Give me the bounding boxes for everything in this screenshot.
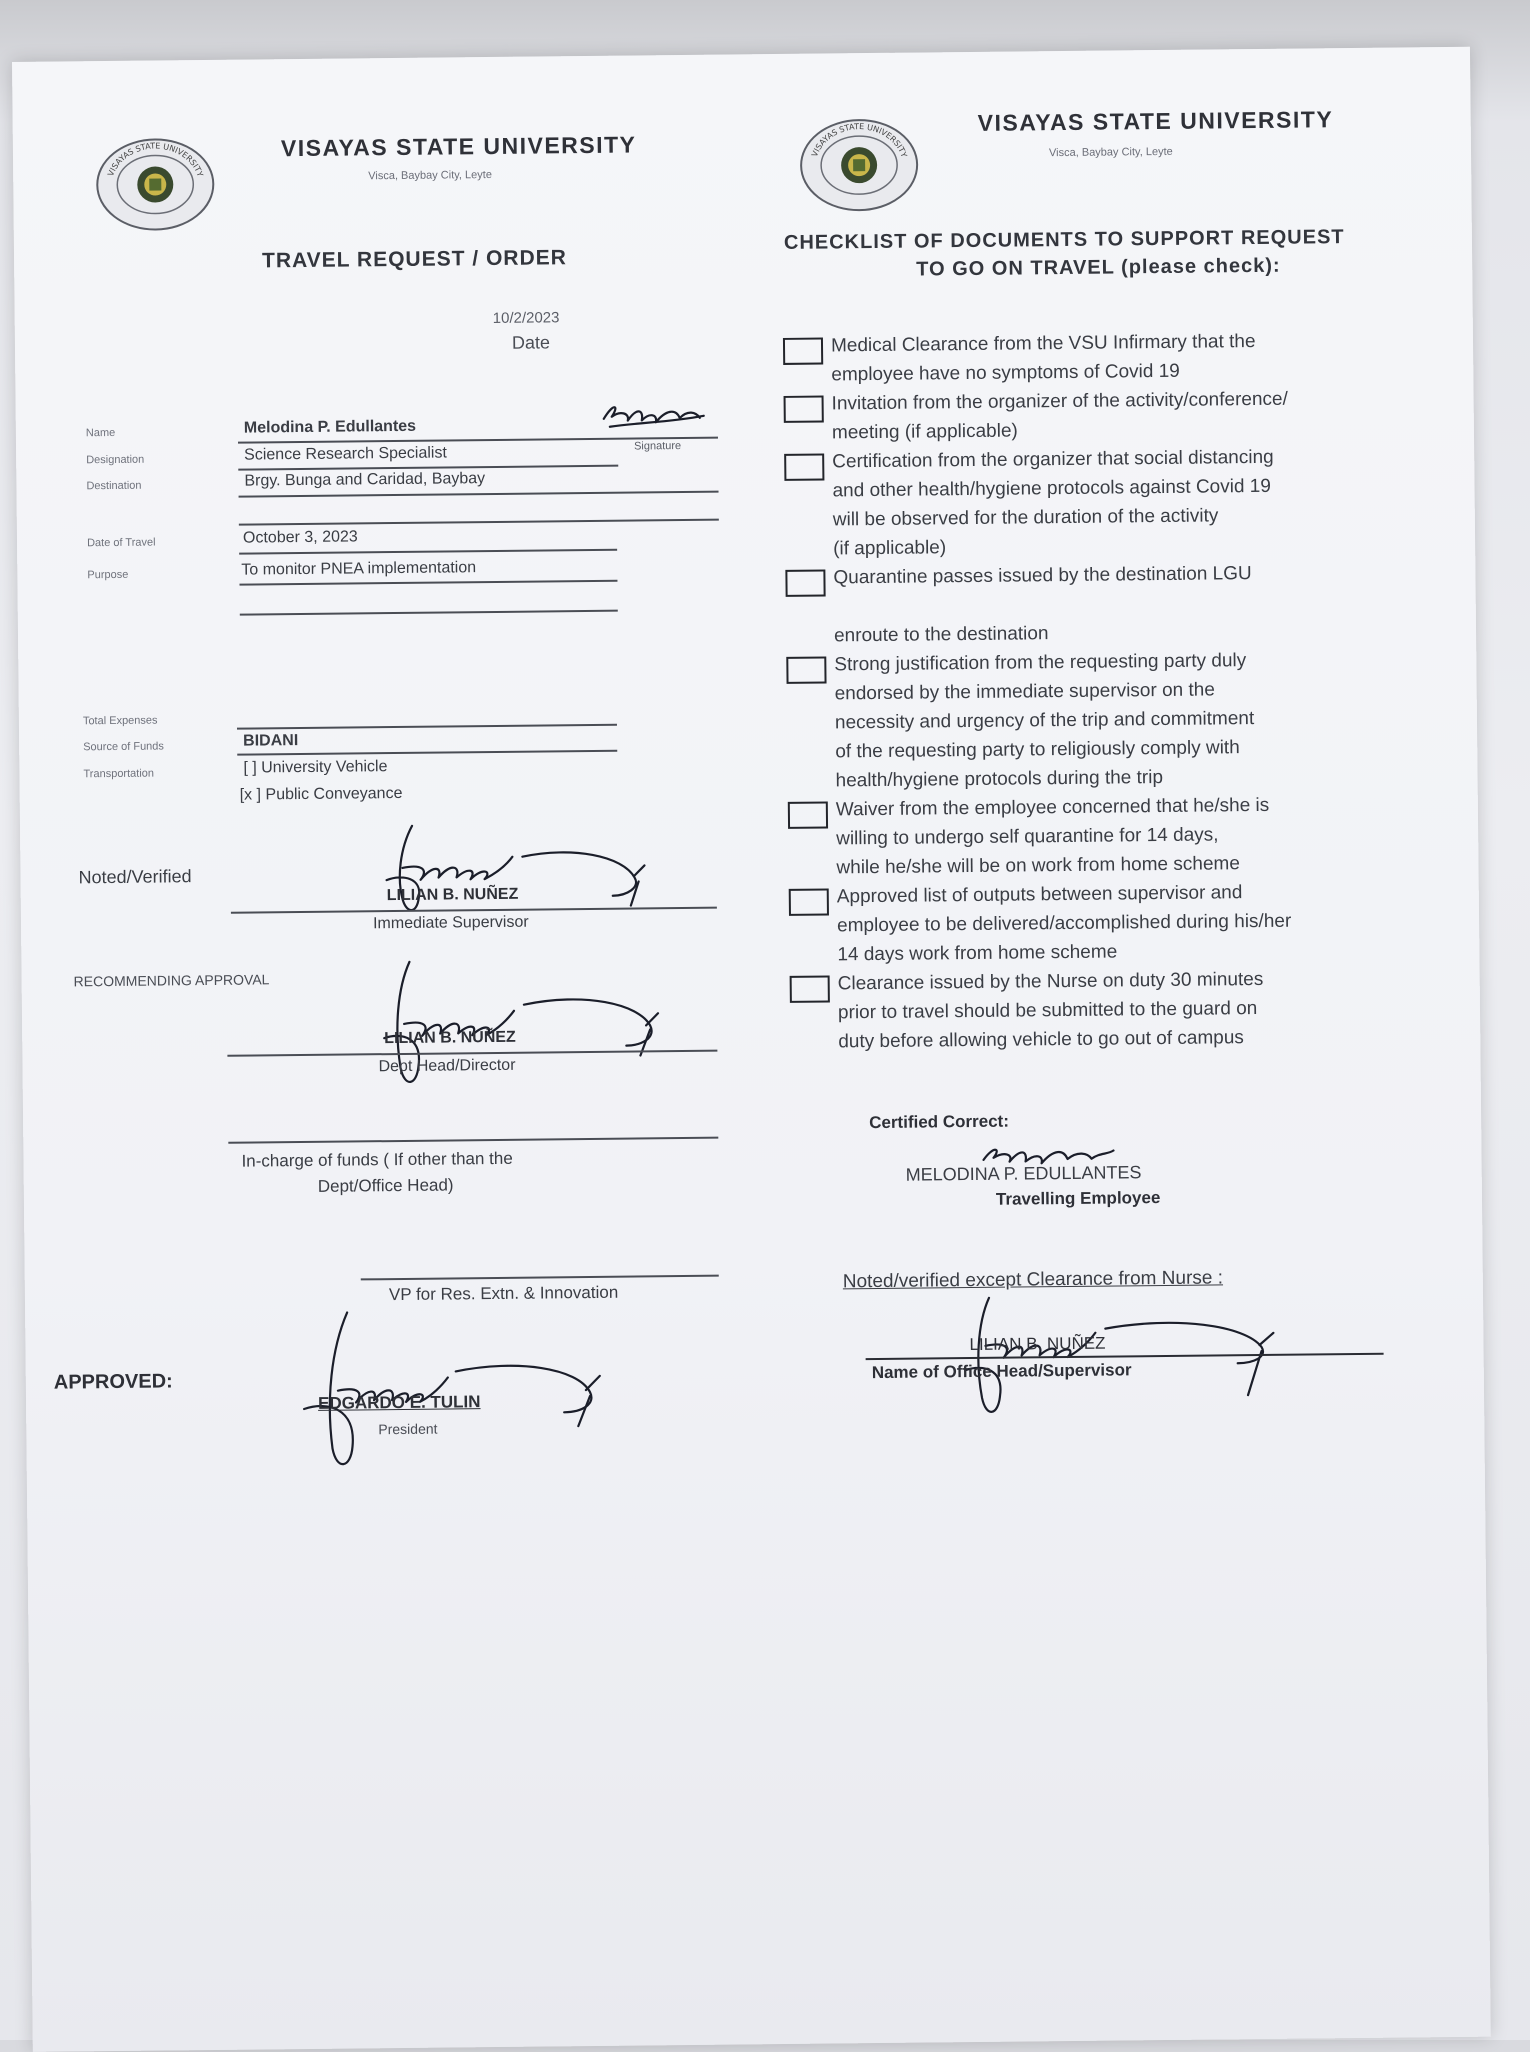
checklist-item-text: Certification from the organizer that social distancing (832, 446, 1274, 473)
transport-option-university-vehicle: [ ] University Vehicle (243, 758, 388, 777)
source-of-funds-underline (237, 750, 617, 755)
checklist-item-text: endorsed by the immediate supervisor on the (834, 679, 1215, 705)
date-of-travel-underline (239, 549, 617, 554)
destination-value: Brgy. Bunga and Caridad, Baybay (244, 470, 486, 490)
checklist-checkbox[interactable] (784, 396, 824, 423)
purpose-label: Purpose (87, 568, 129, 582)
checklist-checkbox[interactable] (790, 975, 830, 1002)
university-seal-logo-right (797, 114, 922, 213)
checklist-item-text: duty before allowing vehicle to go out of campus (838, 1027, 1244, 1053)
travelling-employee-name: MELODINA P. EDULLANTES (905, 1162, 1142, 1185)
checklist-item-text: (if applicable) (833, 537, 947, 560)
checklist-checkbox[interactable] (789, 888, 829, 915)
checklist-item-text: necessity and urgency of the trip and commitment (834, 708, 1255, 734)
president-name: EDGARDO E. TULIN (317, 1392, 481, 1413)
checklist-item-text: health/hygiene protocols during the trip (835, 766, 1164, 792)
total-expenses-underline (237, 724, 617, 729)
president-title: President (378, 1420, 438, 1438)
checklist-item-text: will be observed for the duration of the activity (832, 505, 1219, 531)
source-of-funds-label: Source of Funds (83, 740, 164, 754)
recommending-approval-label: RECOMMENDING APPROVAL (73, 971, 270, 990)
noted-verified-label: Noted/Verified (78, 866, 192, 888)
university-address: Visca, Baybay City, Leyte (368, 168, 492, 183)
vp-line (361, 1275, 719, 1280)
office-head-title: Name of Office Head/Supervisor (871, 1360, 1132, 1383)
dept-head-title: Dept Head/Director (378, 1056, 516, 1076)
checklist-checkbox[interactable] (783, 338, 823, 365)
signature-label: Signature (633, 440, 682, 453)
checklist-item-text: 14 days work from home scheme (837, 941, 1118, 966)
checklist-item-text: Medical Clearance from the VSU Infirmary that the (830, 330, 1256, 357)
checklist-item-text: Strong justification from the requesting party duly (834, 650, 1247, 676)
checklist (783, 330, 1473, 1053)
in-charge-funds-line1: In-charge of funds ( If other than the (241, 1148, 513, 1171)
transportation-label: Transportation (83, 767, 155, 781)
checklist-item-text: while he/she will be on work from home scheme (836, 853, 1240, 879)
dept-head-signature (373, 955, 684, 1098)
university-name-right: VISAYAS STATE UNIVERSITY (977, 106, 1334, 136)
date-of-travel-value: October 3, 2023 (242, 528, 358, 547)
checklist-item-text: Clearance issued by the Nurse on duty 30 minutes (837, 968, 1264, 995)
dept-head-name: LILIAN B. NUÑEZ (384, 1028, 516, 1048)
immediate-supervisor-name: LILIAN B. NUÑEZ (386, 885, 519, 905)
destination-underline-2 (239, 519, 719, 526)
checklist-item-text: Waiver from the employee concerned that he/she is (835, 794, 1270, 821)
purpose-value: To monitor PNEA implementation (241, 559, 477, 579)
designation-label: Designation (86, 453, 145, 467)
name-value: Melodina P. Edullantes (243, 417, 417, 437)
designation-value: Science Research Specialist (244, 444, 447, 464)
date-label: Date (511, 332, 551, 353)
university-seal-logo (93, 134, 218, 233)
checklist-checkbox[interactable] (784, 454, 824, 481)
source-of-funds-value: BIDANI (243, 732, 299, 750)
date-of-travel-label: Date of Travel (86, 536, 156, 550)
name-label: Name (85, 426, 116, 440)
checklist-item-text: of the requesting party to religiously comply with (835, 737, 1240, 763)
checklist-item-text: employee to be delivered/accomplished during his/her (836, 910, 1292, 937)
university-address-right: Visca, Baybay City, Leyte (1048, 145, 1173, 160)
destination-underline (239, 491, 719, 498)
checklist-item-text: Quarantine passes issued by the destination LGU (833, 563, 1252, 589)
checklist-title-line1: CHECKLIST OF DOCUMENTS TO SUPPORT REQUEST (783, 226, 1345, 254)
svg-text:VISAYAS STATE UNIVERSITY: VISAYAS STATE UNIVERSITY (810, 122, 909, 159)
destination-label: Destination (86, 479, 142, 493)
checklist-title-line2: TO GO ON TRAVEL (please check): (916, 254, 1281, 281)
form-title: TRAVEL REQUEST / ORDER (261, 246, 567, 273)
checklist-item-text: employee have no symptoms of Covid 19 (831, 360, 1180, 386)
employee-signature-mark (600, 396, 710, 437)
immediate-supervisor-title: Immediate Supervisor (372, 913, 529, 933)
checklist-item-text: Invitation from the organizer of the activity/conference/ (831, 388, 1288, 415)
noted-except-nurse-label: Noted/verified except Clearance from Nurse : (842, 1267, 1224, 1293)
travelling-employee-title: Travelling Employee (995, 1188, 1161, 1209)
total-expenses-label: Total Expenses (82, 714, 158, 728)
checklist-item-text: willing to undergo self quarantine for 14 days, (836, 824, 1219, 850)
request-date: 10/2/2023 (492, 309, 560, 327)
university-name: VISAYAS STATE UNIVERSITY (280, 131, 637, 162)
checklist-checkbox[interactable] (786, 657, 826, 684)
in-charge-funds-line2: Dept/Office Head) (317, 1175, 454, 1196)
checklist-checkbox[interactable] (788, 801, 828, 828)
checklist-item-text: prior to travel should be submitted to the guard on (837, 998, 1258, 1024)
checklist-item-text: enroute to the destination (833, 623, 1049, 647)
transport-option-public-conveyance: [x ] Public Conveyance (239, 784, 403, 804)
svg-text:VISAYAS STATE UNIVERSITY: VISAYAS STATE UNIVERSITY (106, 141, 205, 178)
checklist-item-text: meeting (if applicable) (831, 420, 1018, 444)
checklist-item-text: Approved list of outputs between supervisor and (836, 882, 1243, 908)
approved-label: APPROVED: (53, 1370, 173, 1394)
office-head-name: LILIAN B. NUÑEZ (969, 1333, 1106, 1355)
designation-underline (238, 465, 618, 470)
checklist-item-text: and other health/hygiene protocols against Covid 19 (832, 475, 1271, 502)
travel-request-document (12, 47, 1491, 2052)
purpose-underline (239, 580, 617, 585)
in-charge-funds-line (228, 1137, 718, 1144)
checklist-checkbox[interactable] (785, 570, 825, 597)
vp-title: VP for Res. Extn. & Innovation (388, 1282, 619, 1305)
purpose-underline-2 (240, 610, 618, 615)
certified-correct-label: Certified Correct: (869, 1111, 1010, 1133)
